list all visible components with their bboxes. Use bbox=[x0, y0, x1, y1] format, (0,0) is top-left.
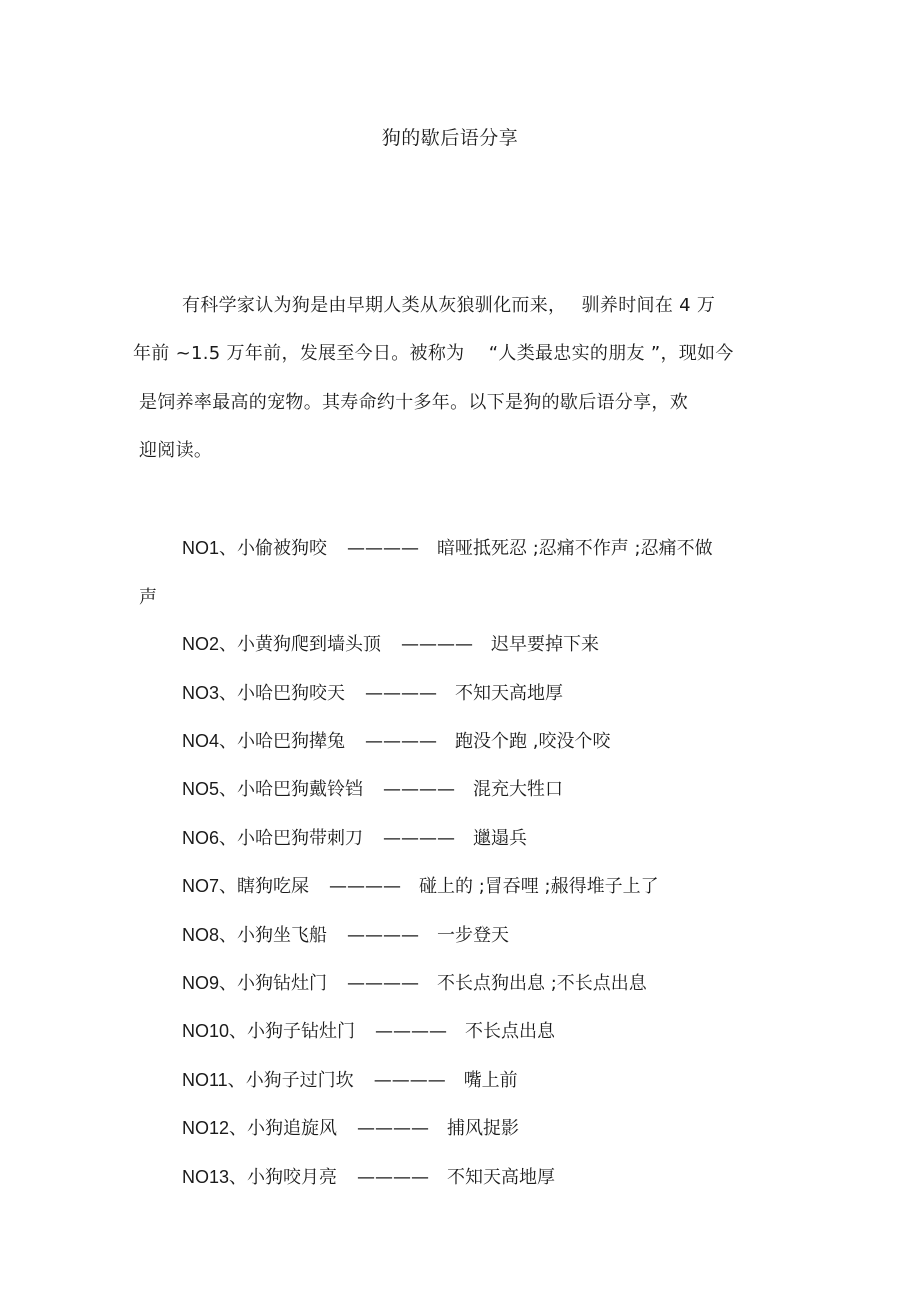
list-item bbox=[182, 535, 713, 562]
entry-answer: 不长点出息 bbox=[465, 1021, 556, 1042]
entry-riddle: 小偷被狗咬 bbox=[237, 538, 328, 559]
entry-riddle: 小狗咬月亮 bbox=[247, 1167, 338, 1188]
entry-separator: ———— bbox=[383, 828, 456, 849]
entry-separator: ———— bbox=[329, 876, 402, 897]
entry-separator: ———— bbox=[347, 925, 420, 946]
entry-riddle: 小狗坐飞船 bbox=[237, 925, 328, 946]
entry-number: NO9、 bbox=[182, 973, 238, 993]
entry-separator: ———— bbox=[373, 1070, 446, 1091]
list-item bbox=[182, 728, 610, 755]
entry-riddle: 小哈巴狗戴铃铛 bbox=[237, 779, 364, 800]
list-item bbox=[182, 1067, 518, 1094]
entry-riddle: 小哈巴狗咬天 bbox=[237, 683, 346, 704]
entry-number: NO1、 bbox=[182, 538, 238, 558]
entry-riddle: 小狗子过门坎 bbox=[245, 1070, 354, 1091]
entry-answer: 一步登天 bbox=[437, 925, 510, 946]
list-item bbox=[182, 1018, 555, 1045]
entry-separator: ———— bbox=[365, 731, 438, 752]
intro-line-2: 年前 ~1.5 万年前，发展至今日。被称为 “人类最忠实的朋友 ”，现如今 bbox=[133, 343, 734, 364]
entry-number: NO10、 bbox=[182, 1021, 248, 1041]
list-item bbox=[182, 1115, 519, 1142]
entry-answer: 不知天高地厚 bbox=[447, 1167, 556, 1188]
entry-riddle: 小哈巴狗带刺刀 bbox=[237, 828, 364, 849]
list-item bbox=[182, 680, 563, 707]
entry-number: NO6、 bbox=[182, 828, 238, 848]
entry-answer: 暗哑抵死忍 ;忍痛不作声 ;忍痛不做 bbox=[437, 538, 713, 559]
entry-separator: ———— bbox=[401, 634, 474, 655]
list-item bbox=[182, 970, 647, 997]
list-item bbox=[182, 922, 509, 949]
entry-riddle: 小狗子钻灶门 bbox=[247, 1021, 356, 1042]
entry-answer: 不长点狗出息 ;不长点出息 bbox=[437, 973, 647, 994]
entry-separator: ———— bbox=[357, 1167, 430, 1188]
entry-number: NO5、 bbox=[182, 779, 238, 799]
intro-line-3: 是饲养率最高的宠物。其寿命约十多年。以下是狗的歇后语分享，欢 bbox=[139, 392, 688, 413]
entry-answer: 捕风捉影 bbox=[447, 1118, 520, 1139]
entry-answer: 迟早要掉下来 bbox=[491, 634, 600, 655]
list-item bbox=[182, 873, 659, 900]
entry-separator: ———— bbox=[365, 683, 438, 704]
entry-separator: ———— bbox=[357, 1118, 430, 1139]
entry-number: NO13、 bbox=[182, 1167, 248, 1187]
entry-number: NO12、 bbox=[182, 1118, 248, 1138]
entry-number: NO8、 bbox=[182, 925, 238, 945]
entry-continuation: 声 bbox=[139, 587, 157, 608]
entry-number: NO3、 bbox=[182, 683, 238, 703]
entry-separator: ———— bbox=[375, 1021, 448, 1042]
entry-number: NO2、 bbox=[182, 634, 238, 654]
entry-separator: ———— bbox=[347, 973, 420, 994]
entry-answer: 混充大牲口 bbox=[473, 779, 564, 800]
entry-riddle: 小黄狗爬到墙头顶 bbox=[237, 634, 382, 655]
entry-riddle: 瞎狗吃屎 bbox=[237, 876, 310, 897]
entry-number: NO4、 bbox=[182, 731, 238, 751]
entry-separator: ———— bbox=[383, 779, 456, 800]
intro-line-4: 迎阅读。 bbox=[139, 440, 213, 461]
entry-answer: 碰上的 ;冒吞哩 ;赧得堆子上了 bbox=[419, 876, 659, 897]
entry-answer: 嘴上前 bbox=[463, 1070, 518, 1091]
list-item bbox=[182, 631, 599, 658]
list-item bbox=[182, 776, 563, 803]
entry-riddle: 小狗钻灶门 bbox=[237, 973, 328, 994]
entry-answer: 邋遢兵 bbox=[473, 828, 528, 849]
entry-riddle: 小哈巴狗撵兔 bbox=[237, 731, 346, 752]
list-item bbox=[182, 825, 527, 852]
intro-line-1: 有科学家认为狗是由早期人类从灰狼驯化而来， 驯养时间在 4 万 bbox=[182, 295, 716, 316]
entry-separator: ———— bbox=[347, 538, 420, 559]
entry-number: NO11、 bbox=[182, 1070, 246, 1090]
entry-riddle: 小狗追旋风 bbox=[247, 1118, 338, 1139]
entry-number: NO7、 bbox=[182, 876, 238, 896]
entry-answer: 跑没个跑 ,咬没个咬 bbox=[455, 731, 611, 752]
entry-answer: 不知天高地厚 bbox=[455, 683, 564, 704]
list-item bbox=[182, 1164, 555, 1191]
page-title: 狗的歇后语分享 bbox=[381, 127, 519, 149]
